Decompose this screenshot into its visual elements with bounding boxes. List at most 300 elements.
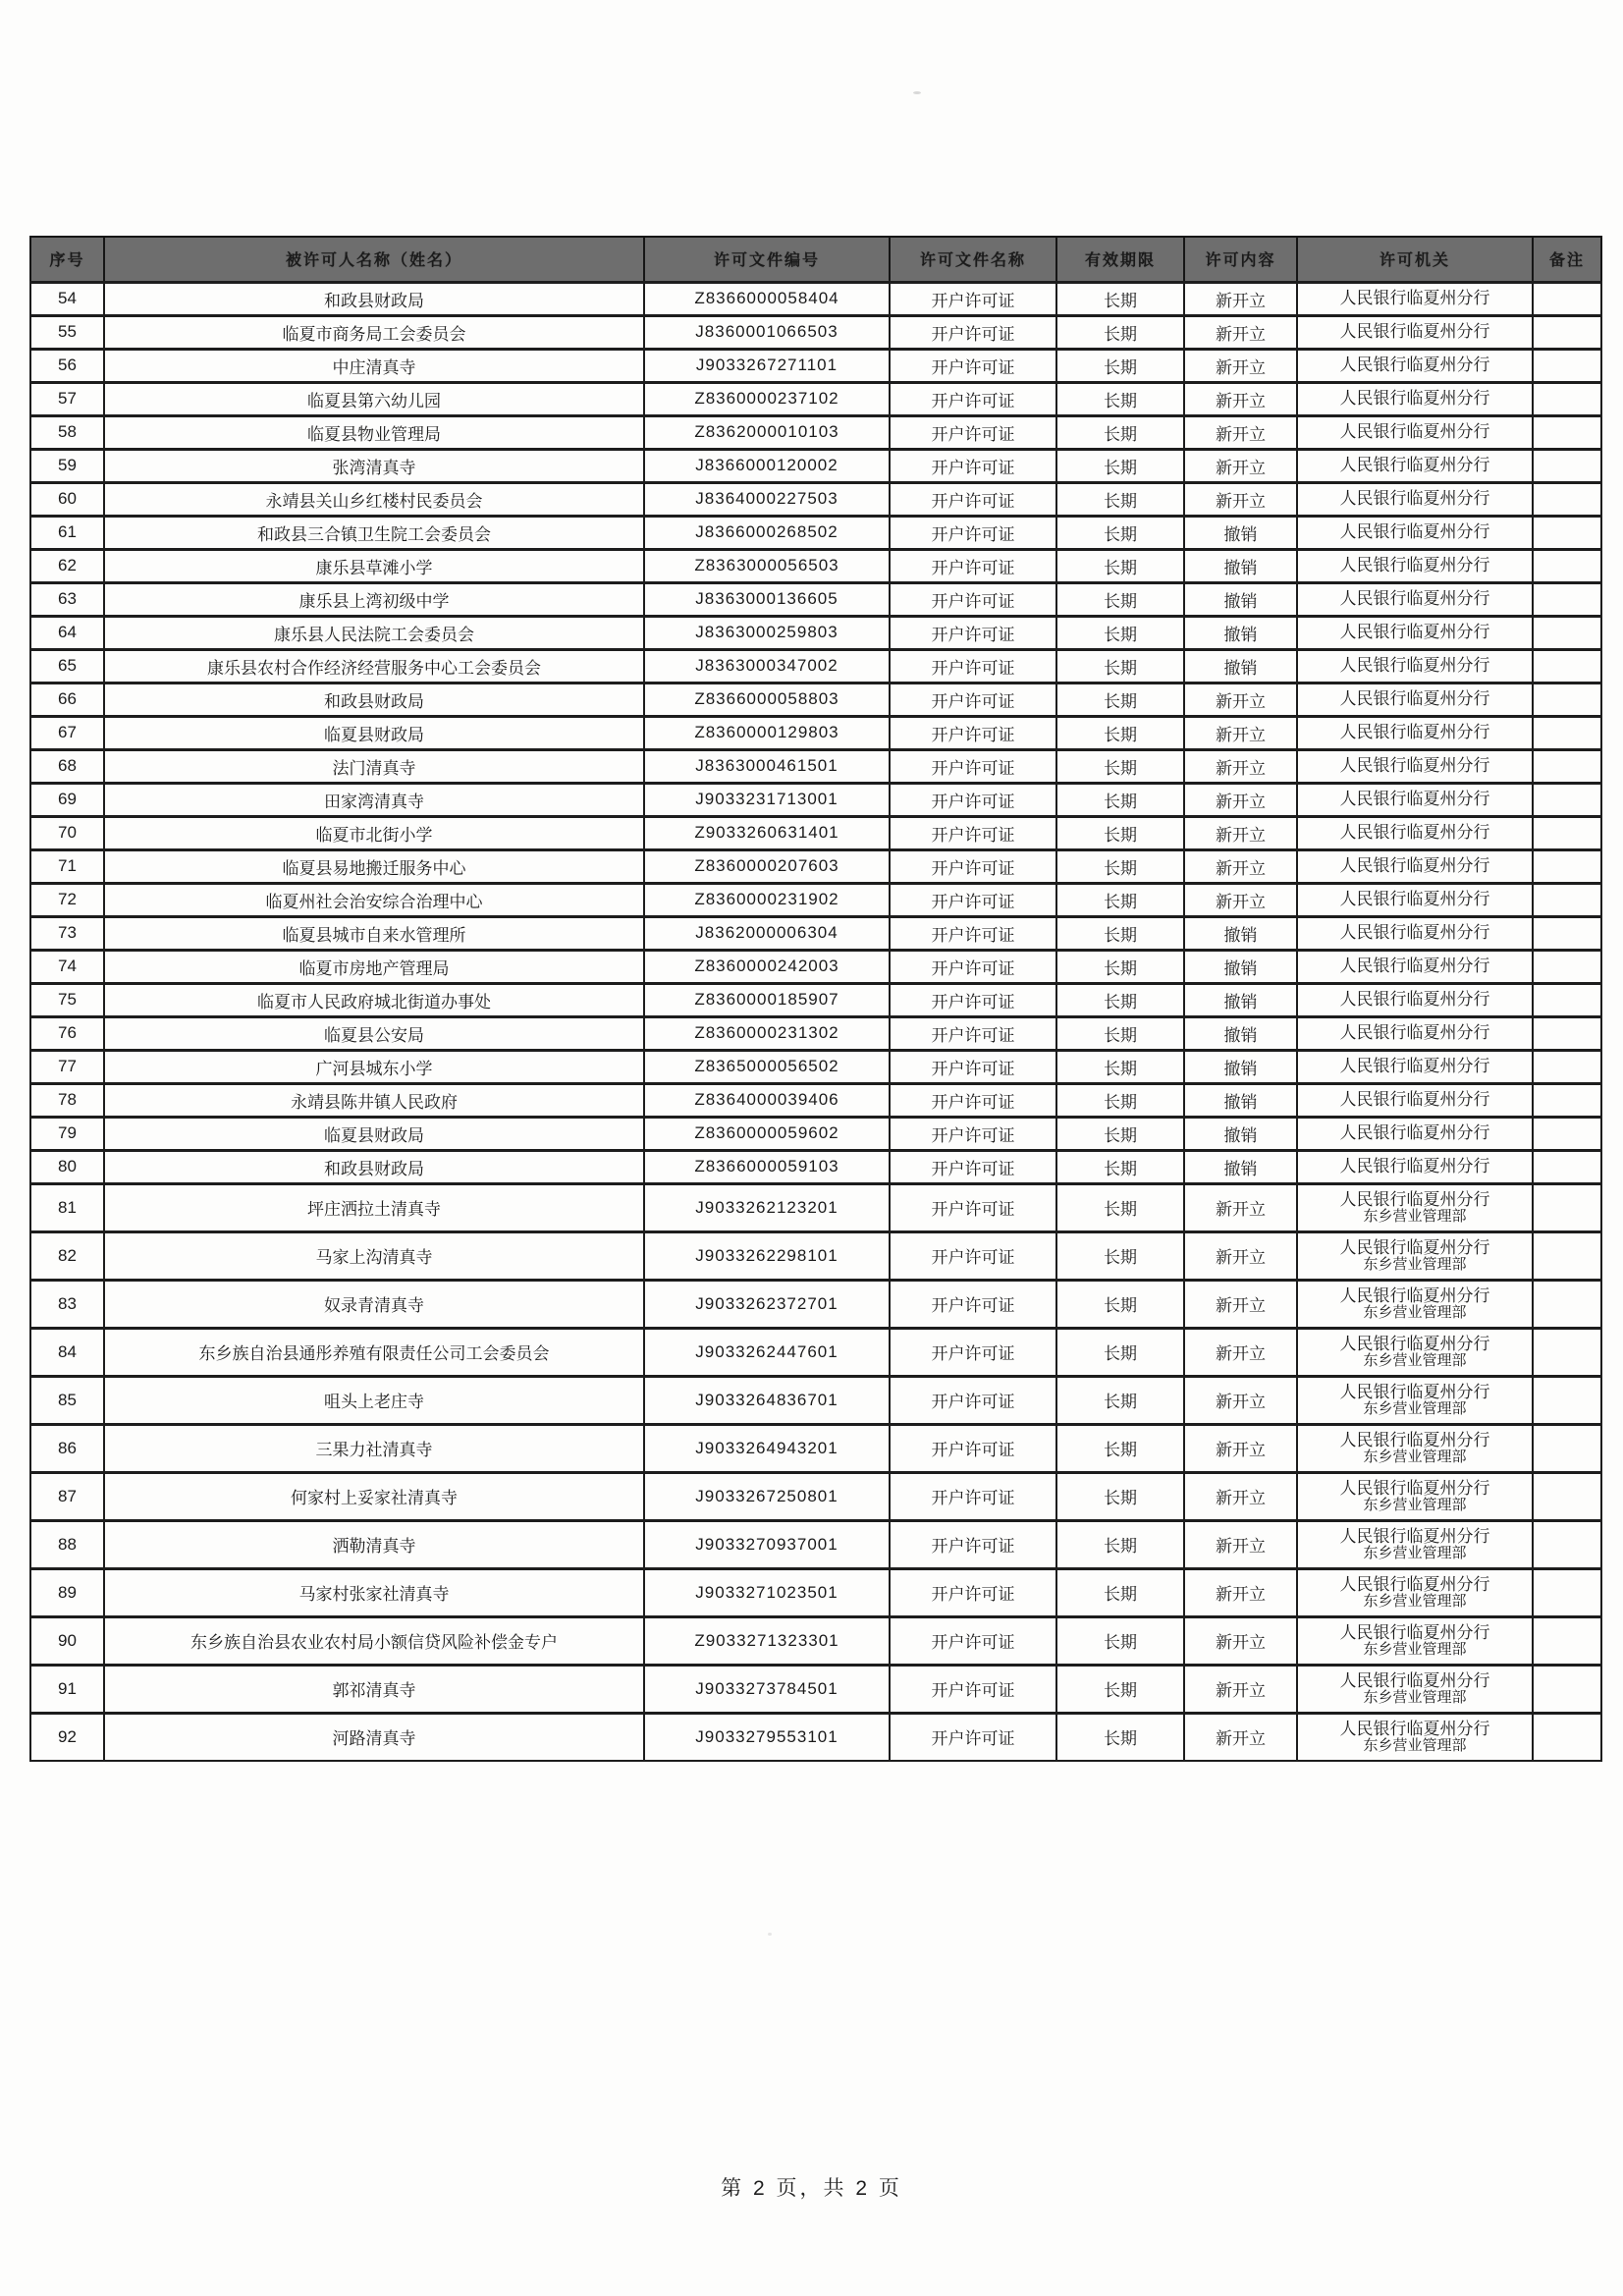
- remark-cell: [1533, 349, 1601, 382]
- validity-cell: 长期: [1056, 683, 1184, 716]
- authority-cell: [1297, 1376, 1533, 1424]
- row-index-cell: 63: [30, 582, 104, 616]
- authority-line1: 人民银行临夏州分行: [1339, 823, 1490, 843]
- licensee-name-cell: 临夏市房地产管理局: [104, 950, 644, 983]
- authority-line1: 人民银行临夏州分行: [1339, 355, 1490, 375]
- licensee-name-cell: 和政县财政局: [104, 1150, 644, 1183]
- table-row: [30, 516, 1601, 549]
- validity-cell: 长期: [1056, 616, 1184, 649]
- authority-line1: 人民银行临夏州分行: [1339, 957, 1490, 976]
- doc-name-cell: 开户许可证: [890, 783, 1056, 816]
- table-row: [30, 1231, 1601, 1280]
- content-cell: 撤销: [1184, 916, 1297, 950]
- validity-cell: 长期: [1056, 1376, 1184, 1424]
- doc-name-cell: 开户许可证: [890, 415, 1056, 449]
- row-index-cell: 76: [30, 1016, 104, 1050]
- table-header-row: [30, 237, 1601, 282]
- content-cell: 撤销: [1184, 1083, 1297, 1117]
- row-index-cell: 82: [30, 1231, 104, 1280]
- row-index-cell: 66: [30, 683, 104, 716]
- authority-line2: 东乡营业管理部: [1363, 1351, 1467, 1369]
- authority-line1: 人民银行临夏州分行: [1339, 456, 1490, 475]
- content-cell: 撤销: [1184, 983, 1297, 1016]
- remark-cell: [1533, 1713, 1601, 1761]
- table-row: [30, 1616, 1601, 1665]
- licensee-name-cell: 康乐县人民法院工会委员会: [104, 616, 644, 649]
- authority-line1: 人民银行临夏州分行: [1339, 689, 1490, 709]
- validity-cell: 长期: [1056, 315, 1184, 349]
- table-row: [30, 482, 1601, 516]
- doc-name-cell: 开户许可证: [890, 1328, 1056, 1376]
- content-cell: 新开立: [1184, 749, 1297, 783]
- table-row: [30, 783, 1601, 816]
- doc-name-cell: 开户许可证: [890, 1520, 1056, 1568]
- validity-cell: 长期: [1056, 716, 1184, 749]
- authority-cell: [1297, 616, 1533, 649]
- content-cell: 新开立: [1184, 816, 1297, 849]
- doc-name-cell: 开户许可证: [890, 1568, 1056, 1616]
- scan-speckle: [913, 91, 921, 94]
- doc-name-cell: 开户许可证: [890, 983, 1056, 1016]
- licensee-name-cell: 洒勒清真寺: [104, 1520, 644, 1568]
- authority-cell: [1297, 1520, 1533, 1568]
- row-index-cell: 62: [30, 549, 104, 582]
- content-cell: 新开立: [1184, 1231, 1297, 1280]
- authority-line2: 东乡营业管理部: [1363, 1496, 1467, 1513]
- remark-cell: [1533, 1328, 1601, 1376]
- remark-cell: [1533, 950, 1601, 983]
- licensee-name-cell: 坪庄洒拉土清真寺: [104, 1183, 644, 1231]
- content-cell: 新开立: [1184, 282, 1297, 315]
- licensee-name-cell: 广河县城东小学: [104, 1050, 644, 1083]
- doc-number-cell: J9033262123201: [644, 1183, 890, 1231]
- doc-number-cell: Z8366000059103: [644, 1150, 890, 1183]
- licensee-name-cell: 马家村张家社清真寺: [104, 1568, 644, 1616]
- authority-line1: 人民银行临夏州分行: [1339, 1478, 1490, 1498]
- authority-line1: 人民银行临夏州分行: [1339, 856, 1490, 876]
- licensee-name-cell: 和政县三合镇卫生院工会委员会: [104, 516, 644, 549]
- validity-cell: 长期: [1056, 1183, 1184, 1231]
- row-index-cell: 83: [30, 1280, 104, 1328]
- row-index-cell: 91: [30, 1665, 104, 1713]
- row-index-cell: 87: [30, 1472, 104, 1520]
- licensee-name-cell: 马家上沟清真寺: [104, 1231, 644, 1280]
- doc-number-cell: Z8362000010103: [644, 415, 890, 449]
- permits-table: [29, 236, 1602, 1762]
- authority-line2: 东乡营业管理部: [1363, 1255, 1467, 1273]
- table-row: [30, 449, 1601, 482]
- licensee-name-cell: 三果力社清真寺: [104, 1424, 644, 1472]
- validity-cell: 长期: [1056, 1328, 1184, 1376]
- doc-name-cell: 开户许可证: [890, 582, 1056, 616]
- table-row: [30, 282, 1601, 315]
- doc-number-cell: J8363000347002: [644, 649, 890, 683]
- doc-name-cell: 开户许可证: [890, 1050, 1056, 1083]
- column-header-doc-name: 许可文件名称: [890, 237, 1056, 282]
- authority-line2: 东乡营业管理部: [1363, 1448, 1467, 1465]
- doc-number-cell: J8366000268502: [644, 516, 890, 549]
- licensee-name-cell: 临夏县第六幼儿园: [104, 382, 644, 415]
- authority-cell: [1297, 382, 1533, 415]
- doc-number-cell: Z8360000231302: [644, 1016, 890, 1050]
- authority-cell: [1297, 950, 1533, 983]
- doc-name-cell: 开户许可证: [890, 315, 1056, 349]
- row-index-cell: 64: [30, 616, 104, 649]
- authority-cell: [1297, 1713, 1533, 1761]
- validity-cell: 长期: [1056, 783, 1184, 816]
- table-row: [30, 616, 1601, 649]
- column-header-licensee: 被许可人名称（姓名）: [104, 237, 644, 282]
- authority-cell: [1297, 649, 1533, 683]
- doc-number-cell: J9033267250801: [644, 1472, 890, 1520]
- authority-cell: [1297, 1050, 1533, 1083]
- remark-cell: [1533, 516, 1601, 549]
- content-cell: 新开立: [1184, 1328, 1297, 1376]
- remark-cell: [1533, 616, 1601, 649]
- content-cell: 新开立: [1184, 349, 1297, 382]
- validity-cell: 长期: [1056, 749, 1184, 783]
- remark-cell: [1533, 1016, 1601, 1050]
- authority-line2: 东乡营业管理部: [1363, 1736, 1467, 1754]
- table-row: [30, 549, 1601, 582]
- column-header-authority: 许可机关: [1297, 237, 1533, 282]
- table-row: [30, 849, 1601, 883]
- content-cell: 新开立: [1184, 1665, 1297, 1713]
- authority-cell: [1297, 983, 1533, 1016]
- doc-name-cell: 开户许可证: [890, 1280, 1056, 1328]
- validity-cell: 长期: [1056, 415, 1184, 449]
- remark-cell: [1533, 716, 1601, 749]
- licensee-name-cell: 奴录青清真寺: [104, 1280, 644, 1328]
- remark-cell: [1533, 315, 1601, 349]
- validity-cell: 长期: [1056, 649, 1184, 683]
- authority-cell: [1297, 716, 1533, 749]
- doc-name-cell: 开户许可证: [890, 1424, 1056, 1472]
- authority-line1: 人民银行临夏州分行: [1339, 1285, 1490, 1305]
- content-cell: 新开立: [1184, 415, 1297, 449]
- row-index-cell: 77: [30, 1050, 104, 1083]
- table-row: [30, 816, 1601, 849]
- doc-name-cell: 开户许可证: [890, 1231, 1056, 1280]
- authority-line2: 东乡营业管理部: [1363, 1303, 1467, 1321]
- doc-number-cell: J9033262372701: [644, 1280, 890, 1328]
- content-cell: 新开立: [1184, 1713, 1297, 1761]
- validity-cell: 长期: [1056, 1665, 1184, 1713]
- row-index-cell: 73: [30, 916, 104, 950]
- validity-cell: 长期: [1056, 1117, 1184, 1150]
- row-index-cell: 57: [30, 382, 104, 415]
- column-header-validity: 有效期限: [1056, 237, 1184, 282]
- doc-name-cell: 开户许可证: [890, 382, 1056, 415]
- validity-cell: 长期: [1056, 1520, 1184, 1568]
- remark-cell: [1533, 1280, 1601, 1328]
- authority-cell: [1297, 1117, 1533, 1150]
- authority-line2: 东乡营业管理部: [1363, 1592, 1467, 1610]
- authority-cell: [1297, 1424, 1533, 1472]
- authority-cell: [1297, 449, 1533, 482]
- licensee-name-cell: 康乐县草滩小学: [104, 549, 644, 582]
- authority-line2: 东乡营业管理部: [1363, 1688, 1467, 1706]
- doc-name-cell: 开户许可证: [890, 1616, 1056, 1665]
- validity-cell: 长期: [1056, 449, 1184, 482]
- doc-name-cell: 开户许可证: [890, 1472, 1056, 1520]
- row-index-cell: 65: [30, 649, 104, 683]
- table-row: [30, 1424, 1601, 1472]
- authority-cell: [1297, 1231, 1533, 1280]
- remark-cell: [1533, 1050, 1601, 1083]
- doc-number-cell: J9033264836701: [644, 1376, 890, 1424]
- licensee-name-cell: 康乐县上湾初级中学: [104, 582, 644, 616]
- validity-cell: 长期: [1056, 282, 1184, 315]
- licensee-name-cell: 临夏县城市自来水管理所: [104, 916, 644, 950]
- doc-number-cell: J9033264943201: [644, 1424, 890, 1472]
- remark-cell: [1533, 282, 1601, 315]
- licensee-name-cell: 田家湾清真寺: [104, 783, 644, 816]
- doc-name-cell: 开户许可证: [890, 482, 1056, 516]
- authority-cell: [1297, 349, 1533, 382]
- content-cell: 新开立: [1184, 1376, 1297, 1424]
- column-header-doc-number: 许可文件编号: [644, 237, 890, 282]
- doc-number-cell: Z8364000039406: [644, 1083, 890, 1117]
- row-index-cell: 61: [30, 516, 104, 549]
- doc-number-cell: J9033267271101: [644, 349, 890, 382]
- validity-cell: 长期: [1056, 1083, 1184, 1117]
- authority-cell: [1297, 1150, 1533, 1183]
- doc-name-cell: 开户许可证: [890, 916, 1056, 950]
- content-cell: 新开立: [1184, 849, 1297, 883]
- licensee-name-cell: 康乐县农村合作经济经营服务中心工会委员会: [104, 649, 644, 683]
- validity-cell: 长期: [1056, 883, 1184, 916]
- doc-name-cell: 开户许可证: [890, 1117, 1056, 1150]
- table-row: [30, 883, 1601, 916]
- row-index-cell: 56: [30, 349, 104, 382]
- table-row: [30, 315, 1601, 349]
- validity-cell: 长期: [1056, 1150, 1184, 1183]
- content-cell: 新开立: [1184, 1183, 1297, 1231]
- authority-cell: [1297, 415, 1533, 449]
- remark-cell: [1533, 1117, 1601, 1150]
- authority-cell: [1297, 816, 1533, 849]
- content-cell: 新开立: [1184, 1472, 1297, 1520]
- table-row: [30, 1150, 1601, 1183]
- content-cell: 撤销: [1184, 1117, 1297, 1150]
- table-row: [30, 1328, 1601, 1376]
- authority-line1: 人民银行临夏州分行: [1339, 1189, 1490, 1209]
- table-row: [30, 582, 1601, 616]
- remark-cell: [1533, 382, 1601, 415]
- doc-name-cell: 开户许可证: [890, 1016, 1056, 1050]
- authority-line1: 人民银行临夏州分行: [1339, 1237, 1490, 1257]
- licensee-name-cell: 郭祁清真寺: [104, 1665, 644, 1713]
- content-cell: 新开立: [1184, 716, 1297, 749]
- content-cell: 撤销: [1184, 549, 1297, 582]
- validity-cell: 长期: [1056, 349, 1184, 382]
- licensee-name-cell: 临夏州社会治安综合治理中心: [104, 883, 644, 916]
- authority-line1: 人民银行临夏州分行: [1339, 1057, 1490, 1076]
- table-row: [30, 749, 1601, 783]
- remark-cell: [1533, 1231, 1601, 1280]
- authority-line1: 人民银行临夏州分行: [1339, 1719, 1490, 1738]
- authority-cell: [1297, 1280, 1533, 1328]
- content-cell: 撤销: [1184, 1150, 1297, 1183]
- authority-line1: 人民银行临夏州分行: [1339, 756, 1490, 776]
- page-footer: 第 2 页，共 2 页: [721, 2177, 902, 2200]
- table-row: [30, 983, 1601, 1016]
- authority-line1: 人民银行临夏州分行: [1339, 1670, 1490, 1690]
- content-cell: 新开立: [1184, 482, 1297, 516]
- row-index-cell: 67: [30, 716, 104, 749]
- authority-cell: [1297, 582, 1533, 616]
- authority-line1: 人民银行临夏州分行: [1339, 1023, 1490, 1043]
- authority-line1: 人民银行临夏州分行: [1339, 322, 1490, 342]
- content-cell: 撤销: [1184, 649, 1297, 683]
- doc-name-cell: 开户许可证: [890, 950, 1056, 983]
- authority-line1: 人民银行临夏州分行: [1339, 790, 1490, 809]
- column-header-index: 序号: [30, 237, 104, 282]
- authority-line1: 人民银行临夏州分行: [1339, 422, 1490, 442]
- table-row: [30, 1280, 1601, 1328]
- authority-cell: [1297, 549, 1533, 582]
- authority-line1: 人民银行临夏州分行: [1339, 1123, 1490, 1143]
- authority-line1: 人民银行临夏州分行: [1339, 389, 1490, 409]
- validity-cell: 长期: [1056, 1050, 1184, 1083]
- row-index-cell: 88: [30, 1520, 104, 1568]
- authority-line1: 人民银行临夏州分行: [1339, 489, 1490, 509]
- authority-line1: 人民银行临夏州分行: [1339, 923, 1490, 943]
- content-cell: 撤销: [1184, 950, 1297, 983]
- row-index-cell: 58: [30, 415, 104, 449]
- licensee-name-cell: 永靖县陈井镇人民政府: [104, 1083, 644, 1117]
- authority-line1: 人民银行临夏州分行: [1339, 1430, 1490, 1449]
- content-cell: 新开立: [1184, 783, 1297, 816]
- scan-speckle: [768, 1933, 772, 1936]
- doc-number-cell: J9033231713001: [644, 783, 890, 816]
- validity-cell: 长期: [1056, 983, 1184, 1016]
- authority-cell: [1297, 315, 1533, 349]
- doc-name-cell: 开户许可证: [890, 683, 1056, 716]
- remark-cell: [1533, 1568, 1601, 1616]
- authority-line1: 人民银行临夏州分行: [1339, 289, 1490, 308]
- doc-number-cell: Z8366000058803: [644, 683, 890, 716]
- remark-cell: [1533, 649, 1601, 683]
- column-header-content: 许可内容: [1184, 237, 1297, 282]
- authority-cell: [1297, 1083, 1533, 1117]
- authority-cell: [1297, 1328, 1533, 1376]
- doc-name-cell: 开户许可证: [890, 649, 1056, 683]
- validity-cell: 长期: [1056, 1472, 1184, 1520]
- validity-cell: 长期: [1056, 1424, 1184, 1472]
- content-cell: 撤销: [1184, 616, 1297, 649]
- doc-name-cell: 开户许可证: [890, 1183, 1056, 1231]
- authority-cell: [1297, 849, 1533, 883]
- table-row: [30, 1376, 1601, 1424]
- authority-line1: 人民银行临夏州分行: [1339, 623, 1490, 642]
- doc-number-cell: J8366000120002: [644, 449, 890, 482]
- licensee-name-cell: 河路清真寺: [104, 1713, 644, 1761]
- doc-number-cell: Z8366000058404: [644, 282, 890, 315]
- authority-line2: 东乡营业管理部: [1363, 1544, 1467, 1561]
- validity-cell: 长期: [1056, 916, 1184, 950]
- validity-cell: 长期: [1056, 1280, 1184, 1328]
- authority-line1: 人民银行临夏州分行: [1339, 1382, 1490, 1401]
- authority-line1: 人民银行临夏州分行: [1339, 556, 1490, 575]
- remark-cell: [1533, 1424, 1601, 1472]
- licensee-name-cell: 咀头上老庄寺: [104, 1376, 644, 1424]
- doc-number-cell: J9033279553101: [644, 1713, 890, 1761]
- authority-line2: 东乡营业管理部: [1363, 1207, 1467, 1225]
- remark-cell: [1533, 549, 1601, 582]
- authority-line1: 人民银行临夏州分行: [1339, 1157, 1490, 1176]
- table-row: [30, 1016, 1601, 1050]
- remark-cell: [1533, 883, 1601, 916]
- authority-line1: 人民银行临夏州分行: [1339, 1574, 1490, 1594]
- doc-number-cell: J8363000461501: [644, 749, 890, 783]
- content-cell: 新开立: [1184, 315, 1297, 349]
- doc-name-cell: 开户许可证: [890, 849, 1056, 883]
- content-cell: 新开立: [1184, 683, 1297, 716]
- doc-number-cell: Z9033260631401: [644, 816, 890, 849]
- doc-number-cell: Z8365000056502: [644, 1050, 890, 1083]
- row-index-cell: 80: [30, 1150, 104, 1183]
- validity-cell: 长期: [1056, 950, 1184, 983]
- validity-cell: 长期: [1056, 1016, 1184, 1050]
- authority-line1: 人民银行临夏州分行: [1339, 589, 1490, 609]
- content-cell: 新开立: [1184, 1520, 1297, 1568]
- doc-number-cell: J9033262447601: [644, 1328, 890, 1376]
- authority-cell: [1297, 683, 1533, 716]
- licensee-name-cell: 中庄清真寺: [104, 349, 644, 382]
- doc-number-cell: Z8360000185907: [644, 983, 890, 1016]
- authority-cell: [1297, 516, 1533, 549]
- licensee-name-cell: 东乡族自治县通彤养殖有限责任公司工会委员会: [104, 1328, 644, 1376]
- doc-number-cell: Z8360000231902: [644, 883, 890, 916]
- remark-cell: [1533, 783, 1601, 816]
- authority-cell: [1297, 1616, 1533, 1665]
- doc-name-cell: 开户许可证: [890, 883, 1056, 916]
- licensee-name-cell: 临夏市商务局工会委员会: [104, 315, 644, 349]
- doc-number-cell: J8362000006304: [644, 916, 890, 950]
- table-row: [30, 1520, 1601, 1568]
- authority-line1: 人民银行临夏州分行: [1339, 990, 1490, 1010]
- remark-cell: [1533, 849, 1601, 883]
- row-index-cell: 84: [30, 1328, 104, 1376]
- doc-name-cell: 开户许可证: [890, 1150, 1056, 1183]
- row-index-cell: 89: [30, 1568, 104, 1616]
- validity-cell: 长期: [1056, 816, 1184, 849]
- remark-cell: [1533, 749, 1601, 783]
- table-row: [30, 1050, 1601, 1083]
- content-cell: 新开立: [1184, 1424, 1297, 1472]
- remark-cell: [1533, 1150, 1601, 1183]
- row-index-cell: 74: [30, 950, 104, 983]
- remark-cell: [1533, 1472, 1601, 1520]
- doc-name-cell: 开户许可证: [890, 716, 1056, 749]
- table-row: [30, 1472, 1601, 1520]
- authority-cell: [1297, 1665, 1533, 1713]
- doc-number-cell: J8363000259803: [644, 616, 890, 649]
- doc-number-cell: J9033270937001: [644, 1520, 890, 1568]
- content-cell: 新开立: [1184, 449, 1297, 482]
- licensee-name-cell: 临夏县财政局: [104, 1117, 644, 1150]
- authority-line1: 人民银行临夏州分行: [1339, 1090, 1490, 1110]
- authority-line1: 人民银行临夏州分行: [1339, 522, 1490, 542]
- authority-cell: [1297, 749, 1533, 783]
- licensee-name-cell: 临夏县财政局: [104, 716, 644, 749]
- row-index-cell: 86: [30, 1424, 104, 1472]
- table-row: [30, 382, 1601, 415]
- table-row: [30, 349, 1601, 382]
- remark-cell: [1533, 482, 1601, 516]
